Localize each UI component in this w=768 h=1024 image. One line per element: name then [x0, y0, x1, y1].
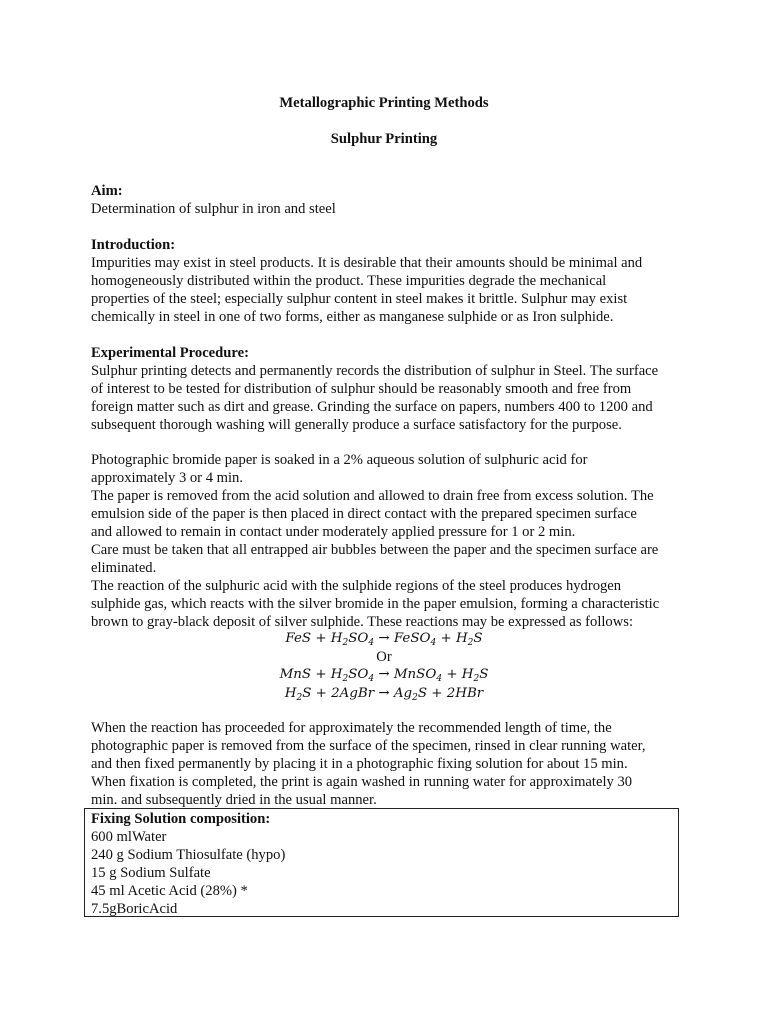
fixing-solution-item: 15 g Sodium Sulfate: [91, 865, 211, 881]
procedure-detail-line: The paper is removed from the acid solution and allowed to drain free from excess solution. The: [91, 488, 654, 504]
introduction-line: chemically in steel in one of two forms, either as manganese sulphide or as Iron sulphide.: [91, 309, 614, 325]
procedure-detail-line: Care must be taken that all entrapped air bubbles between the paper and the specimen surface are: [91, 542, 659, 558]
equation-silver-bromide: $H_2S$ + 2AgBr → $Ag_2S + 2HBr$: [284, 685, 484, 703]
fixation-section: [91, 719, 691, 809]
introduction-line: properties of the steel; especially sulphur content in steel makes it brittle. Sulphur may exist: [91, 291, 628, 307]
procedure-detail-line: emulsion side of the paper is then placed in direct contact with the prepared specimen surface: [91, 506, 637, 522]
equation-manganese-sulphide: MnS + $H_2SO_4$ → MnSO$_4$ + $H_2S$: [279, 667, 489, 685]
photographic-paper-section: [91, 451, 691, 631]
fixing-solution-heading: Fixing Solution composition:: [91, 811, 271, 827]
procedure-line: of interest to be tested for distribution of sulphur should be reasonably smooth and free from: [91, 381, 632, 397]
procedure-section: [91, 344, 691, 434]
fixing-solution-item: 240 g Sodium Thiosulfate (hypo): [91, 847, 286, 863]
fixation-line: When fixation is completed, the print is again washed in running water for approximately 30: [91, 774, 633, 790]
procedure-detail-line: The reaction of the sulphuric acid with the sulphide regions of the steel produces hydrogen: [91, 578, 622, 594]
procedure-detail-line: approximately 3 or 4 min.: [91, 470, 243, 486]
procedure-detail-line: sulphide gas, which reacts with the silver bromide in the paper emulsion, forming a characteristic: [91, 596, 660, 612]
aim-heading: Aim:: [91, 183, 123, 199]
procedure-line: subsequent thorough washing will generally produce a surface satisfactory for the purpose.: [91, 417, 622, 433]
aim-section: [91, 182, 691, 218]
document-subtitle: Sulphur Printing: [330, 131, 438, 147]
fixation-line: photographic paper is removed from the surface of the specimen, rinsed in clear running water,: [91, 738, 646, 754]
procedure-line: foreign matter such as dirt and grease. Grinding the surface on papers, numbers 400 to 1200 and: [91, 399, 653, 415]
procedure-detail-line: eliminated.: [91, 560, 157, 576]
introduction-line: Impurities may exist in steel products. It is desirable that their amounts should be minimal and: [91, 255, 643, 271]
fixation-line: min. and subsequently dried in the usual manner.: [91, 792, 377, 808]
fixation-line: and then fixed permanently by placing it in a photographic fixing solution for about 15 min.: [91, 756, 628, 772]
introduction-line: homogeneously distributed within the product. These impurities degrade the mechanical: [91, 273, 607, 289]
aim-text: Determination of sulphur in iron and steel: [91, 201, 336, 217]
fixing-solution-item: 7.5gBoricAcid: [91, 901, 178, 917]
procedure-line: Sulphur printing detects and permanently records the distribution of sulphur in Steel. The surface: [91, 363, 659, 379]
fixing-solution-item: 600 mlWater: [91, 829, 167, 845]
fixing-solution-box: [84, 808, 679, 917]
procedure-heading: Experimental Procedure:: [91, 345, 249, 361]
introduction-heading: Introduction:: [91, 237, 176, 253]
procedure-detail-line: Photographic bromide paper is soaked in a 2% aqueous solution of sulphuric acid for: [91, 452, 588, 468]
equation-iron-sulphide: FeS + $H_2SO_4$ → FeSO$_4$ + $H_2S$: [285, 631, 483, 648]
fixing-solution-item: 45 ml Acetic Acid (28%) *: [91, 883, 248, 899]
equation-or-label: Or: [376, 649, 392, 666]
procedure-detail-line: brown to gray-black deposit of silver sulphide. These reactions may be expressed as follows:: [91, 614, 633, 630]
procedure-detail-line: and allowed to remain in contact under moderately applied pressure for 1 or 2 min.: [91, 524, 576, 540]
reaction-equations: [0, 630, 768, 703]
fixation-line: When the reaction has proceeded for approximately the recommended length of time, the: [91, 720, 612, 736]
document-title: Metallographic Printing Methods: [279, 95, 489, 111]
introduction-section: [91, 236, 691, 326]
